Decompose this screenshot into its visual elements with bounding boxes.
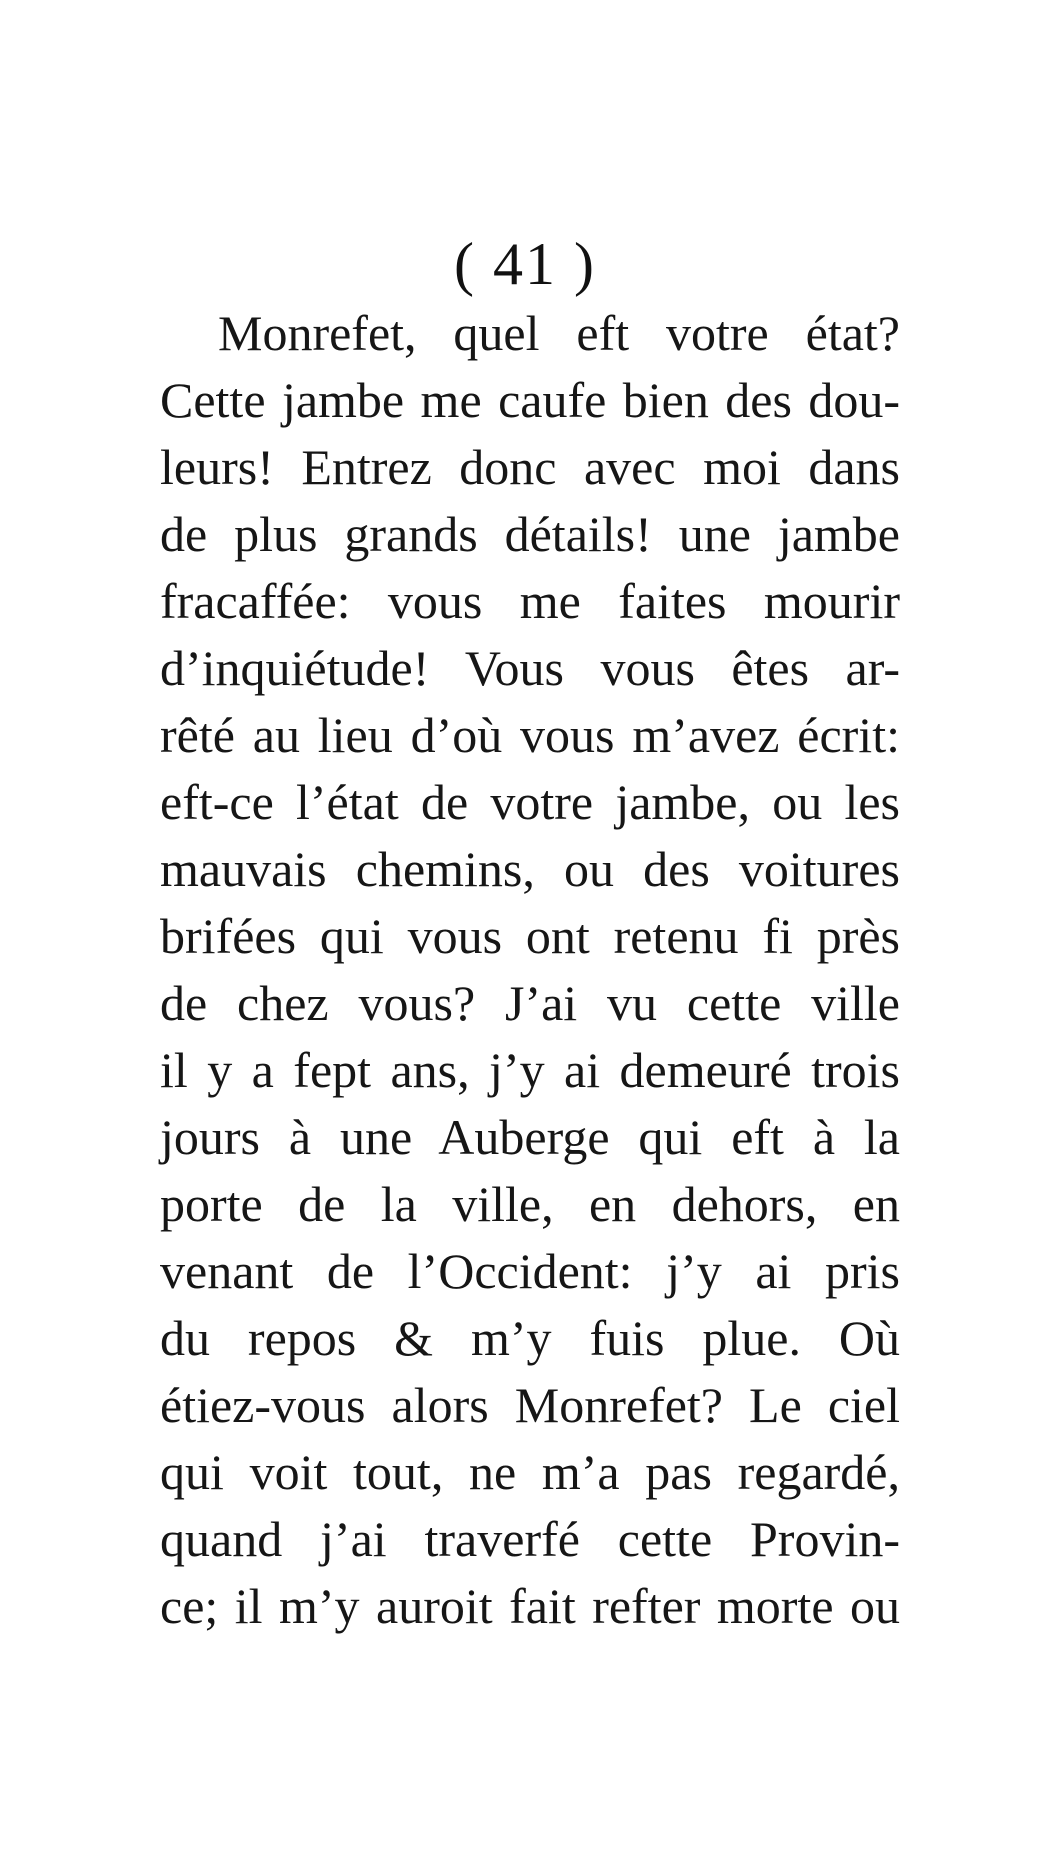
text-line: ce; il m’y auroit fait refter morte ou	[160, 1578, 900, 1634]
text-line: porte de la ville, en dehors, en	[160, 1176, 900, 1232]
text-line: eft-ce l’état de votre jambe, ou les	[160, 774, 900, 830]
text-line: de chez vous? J’ai vu cette ville	[160, 975, 900, 1031]
text-line: leurs! Entrez donc avec moi dans	[160, 439, 900, 495]
text-line: quand j’ai traverfé cette Provin-	[160, 1511, 900, 1567]
page-number: ( 41 )	[454, 231, 596, 297]
text-line: Monrefet, quel eft votre état?	[218, 305, 900, 361]
text-line: étiez-vous alors Monrefet? Le ciel	[160, 1377, 900, 1433]
text-line: Cette jambe me caufe bien des dou-	[160, 372, 900, 428]
text-line: il y a fept ans, j’y ai demeuré trois	[160, 1042, 900, 1098]
text-line: brifées qui vous ont retenu fi près	[160, 908, 900, 964]
text-line: venant de l’Occident: j’y ai pris	[160, 1243, 900, 1299]
text-line: jours à une Auberge qui eft à la	[160, 1109, 900, 1165]
body-text	[160, 300, 900, 1640]
text-line: fracaffée: vous me faites mourir	[160, 573, 900, 629]
text-line: qui voit tout, ne m’a pas regardé,	[160, 1444, 900, 1500]
text-line: de plus grands détails! une jambe	[160, 506, 900, 562]
text-line: d’inquiétude! Vous vous êtes ar-	[160, 640, 900, 696]
text-line: mauvais chemins, ou des voitures	[160, 841, 900, 897]
text-line: rêté au lieu d’où vous m’avez écrit:	[160, 707, 900, 763]
text-line: du repos & m’y fuis plue. Où	[160, 1310, 900, 1366]
